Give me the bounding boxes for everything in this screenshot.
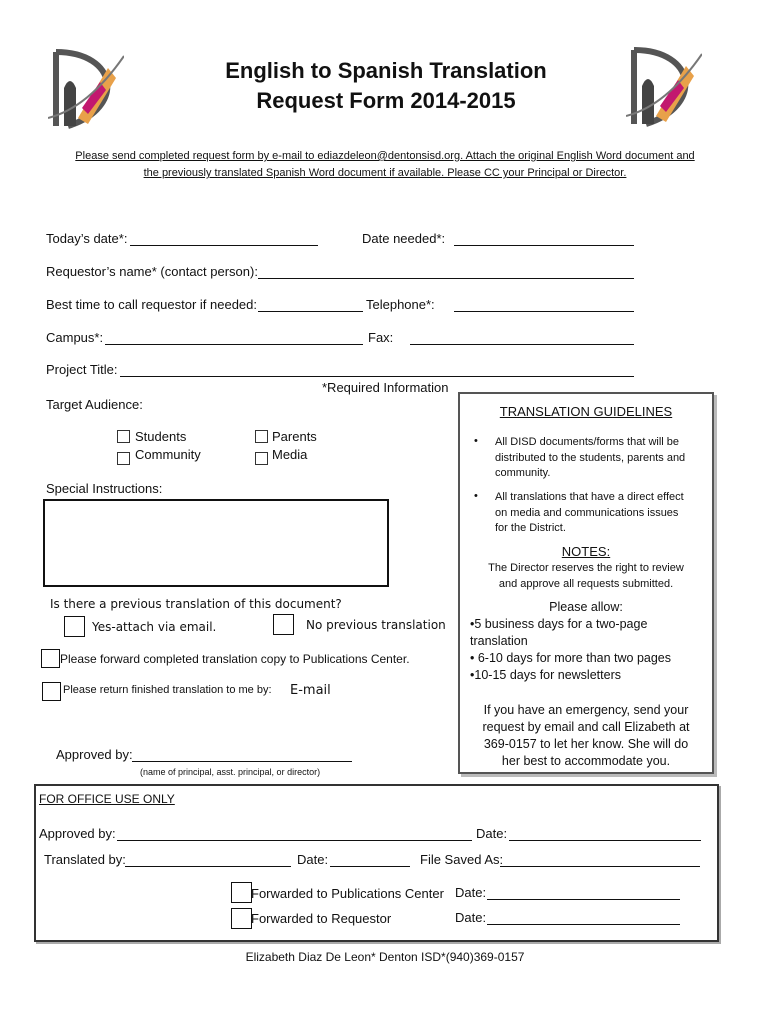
title-line-1: English to Spanish Translation <box>225 58 547 83</box>
fax-field[interactable] <box>410 330 634 345</box>
emergency-line-4: her best to accommodate you. <box>501 754 671 768</box>
allow-item-1-cont: translation <box>470 634 528 648</box>
translation-guidelines-panel <box>458 392 714 774</box>
project-title-label: Project Title: <box>46 362 118 377</box>
community-label: Community <box>135 447 201 462</box>
approved-by-field[interactable] <box>132 747 352 762</box>
translated-date-label: Date: <box>297 852 329 867</box>
notes-text <box>460 561 712 592</box>
forwarded-publications-label: Forwarded to Publications Center <box>251 886 444 901</box>
no-previous-label: No previous translation <box>306 618 446 632</box>
file-saved-label: File Saved As: <box>420 852 504 867</box>
no-previous-checkbox[interactable] <box>273 614 294 635</box>
return-to-me-checkbox[interactable] <box>42 682 61 701</box>
best-time-field[interactable] <box>258 297 363 312</box>
guideline-2 <box>495 490 710 537</box>
approved-by-note: (name of principal, asst. principal, or director) <box>140 767 321 777</box>
allow-item-1: •5 business days for a two-page <box>470 617 648 631</box>
translated-by-label: Translated by: <box>44 852 126 867</box>
footer-contact: Elizabeth Diaz De Leon* Denton ISD*(940)369-0157 <box>245 950 525 964</box>
office-approved-by-label: Approved by: <box>39 826 116 841</box>
office-approved-date-label: Date: <box>476 826 508 841</box>
date-needed-field[interactable] <box>454 231 634 246</box>
intro-text <box>45 148 725 182</box>
fax-label: Fax: <box>368 330 394 345</box>
allow-heading: Please allow: <box>549 600 623 614</box>
target-audience-label: Target Audience: <box>46 397 143 412</box>
parents-label: Parents <box>272 429 317 444</box>
yes-attach-label: Yes-attach via email. <box>92 620 217 634</box>
district-logo-left <box>48 48 124 130</box>
students-label: Students <box>135 429 187 444</box>
translated-date-field[interactable] <box>330 852 410 867</box>
campus-label: Campus*: <box>46 330 104 345</box>
guideline-2-line-2: on media and communications issues <box>495 506 679 519</box>
approved-by-label: Approved by: <box>56 747 133 762</box>
guideline-1-line-2: distributed to the students, parents and <box>495 451 686 464</box>
community-checkbox[interactable] <box>117 452 130 465</box>
office-use-panel <box>34 784 719 942</box>
special-instructions-input[interactable] <box>43 499 389 587</box>
requestor-name-field[interactable] <box>258 264 634 279</box>
yes-attach-checkbox[interactable] <box>64 616 85 637</box>
intro-line-2: the previously translated Spanish Word document if available. Please CC your Principal or Director. <box>143 167 627 179</box>
requestor-name-label: Requestor’s name* (contact person): <box>46 264 258 279</box>
allow-item-3: •10-15 days for newsletters <box>470 668 621 682</box>
forwarded-requestor-label: Forwarded to Requestor <box>251 911 392 926</box>
allow-list <box>470 616 710 684</box>
telephone-field[interactable] <box>454 297 634 312</box>
todays-date-field[interactable] <box>130 231 318 246</box>
students-checkbox[interactable] <box>117 430 130 443</box>
office-use-heading: FOR OFFICE USE ONLY <box>39 792 175 806</box>
forwarded-requestor-date-label: Date: <box>455 910 487 925</box>
emergency-line-3: 369-0157 to let her know. She will do <box>483 737 689 751</box>
guidelines-heading: TRANSLATION GUIDELINES <box>499 404 673 419</box>
todays-date-label: Today’s date*: <box>46 231 128 246</box>
translated-by-field[interactable] <box>125 852 291 867</box>
file-saved-field[interactable] <box>500 852 700 867</box>
guideline-2-line-3: for the District. <box>495 522 566 534</box>
form-title <box>186 56 586 116</box>
bullet-2-icon: • <box>474 490 478 502</box>
guideline-1-line-1: All DISD documents/forms that will be <box>495 436 680 448</box>
notes-line-1: The Director reserves the right to review <box>488 562 684 574</box>
required-info-note: *Required Information <box>322 380 449 395</box>
forwarded-requestor-date-field[interactable] <box>487 910 680 925</box>
forwarded-publications-date-field[interactable] <box>487 885 680 900</box>
guideline-2-line-1: All translations that have a direct effect <box>495 491 684 503</box>
best-time-label: Best time to call requestor if needed: <box>46 297 258 312</box>
media-label: Media <box>272 447 308 462</box>
forwarded-requestor-checkbox[interactable] <box>231 908 252 929</box>
intro-line-1: Please send completed request form by e-mail to ediazdeleon@dentonsisd.org. Attach the original English Word document and <box>75 150 695 162</box>
emergency-text <box>460 702 712 770</box>
emergency-line-1: If you have an emergency, send your <box>483 703 689 717</box>
campus-field[interactable] <box>105 330 363 345</box>
notes-line-2: and approve all requests submitted. <box>498 577 674 590</box>
office-approved-date-field[interactable] <box>509 826 701 841</box>
notes-heading: NOTES: <box>561 544 611 559</box>
allow-item-2: • 6-10 days for more than two pages <box>470 651 672 665</box>
emergency-line-2: request by email and call Elizabeth at <box>482 720 690 734</box>
previous-translation-question: Is there a previous translation of this document? <box>50 597 342 611</box>
forwarded-publications-date-label: Date: <box>455 885 487 900</box>
special-instructions-label: Special Instructions: <box>46 481 163 496</box>
forward-publications-label: Please forward completed translation copy to Publications Center. <box>60 652 410 666</box>
forward-publications-checkbox[interactable] <box>41 649 60 668</box>
office-approved-by-field[interactable] <box>117 826 472 841</box>
guideline-1 <box>495 435 710 482</box>
bullet-1-icon: • <box>474 435 478 447</box>
parents-checkbox[interactable] <box>255 430 268 443</box>
media-checkbox[interactable] <box>255 452 268 465</box>
forwarded-publications-checkbox[interactable] <box>231 882 252 903</box>
telephone-label: Telephone*: <box>366 297 435 312</box>
title-line-2: Request Form 2014-2015 <box>256 88 516 113</box>
return-to-me-label: Please return finished translation to me by: <box>63 684 272 696</box>
return-method-value: E-mail <box>290 683 331 698</box>
date-needed-label: Date needed*: <box>362 231 446 246</box>
district-logo-right <box>626 46 702 128</box>
project-title-field[interactable] <box>120 362 634 377</box>
guideline-1-line-3: community. <box>495 467 551 479</box>
